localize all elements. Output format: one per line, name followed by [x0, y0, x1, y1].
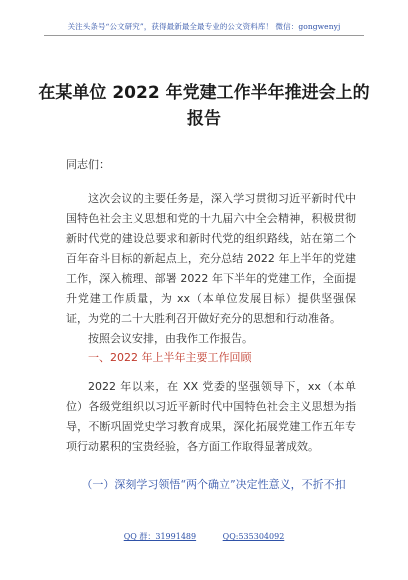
footer-contact — [0, 531, 408, 542]
salutation: 同志们： — [66, 158, 110, 171]
meeting-arrangement: 按照会议安排，由我作工作报告。 — [88, 332, 253, 345]
section-heading: 一、2022 年上半年主要工作回顾 — [88, 351, 252, 364]
document-title: 在某单位 2022 年党建工作半年推进会上的报告 — [38, 83, 370, 129]
header-banner: 关注头条号“公文研究”，获得最新最全最专业的公文资料库！ 微信：gongwenyj — [44, 21, 364, 36]
subsection-heading: （一）深刻学习领悟“两个确立”决定性意义，不折不扣 — [81, 478, 346, 491]
section-paragraph: 2022 年以来，在 XX 党委的坚强领导下，xx（本单位）各级党组织以习近平新时代中国特色社会主义思想为指导，不断巩固党史学习教育成果，深化拓展党建工作五年专项行动累积的宝贵经验，各方面工作取得显著成效。 — [66, 380, 356, 453]
footer-qq: QQ:535304092 — [222, 532, 285, 541]
footer-qq-group: QQ 群：31991489 — [123, 532, 197, 541]
intro-paragraph: 这次会议的主要任务是，深入学习贯彻习近平新时代中国特色社会主义思想和党的十九届六中全会精神，积极贯彻新时代党的建设总要求和新时代党的组织路线，站在第二个百年奋斗目标的新起点上，充分总结 2022 年上半年的党建工作，深入梳理、部署 2022 年下半年的党建工作，全面提升党建工作质量，为 xx（本单位发展目标）提供坚强保证，为党的二十大胜利召开做好充分的思想和行动准备。 — [66, 192, 356, 325]
